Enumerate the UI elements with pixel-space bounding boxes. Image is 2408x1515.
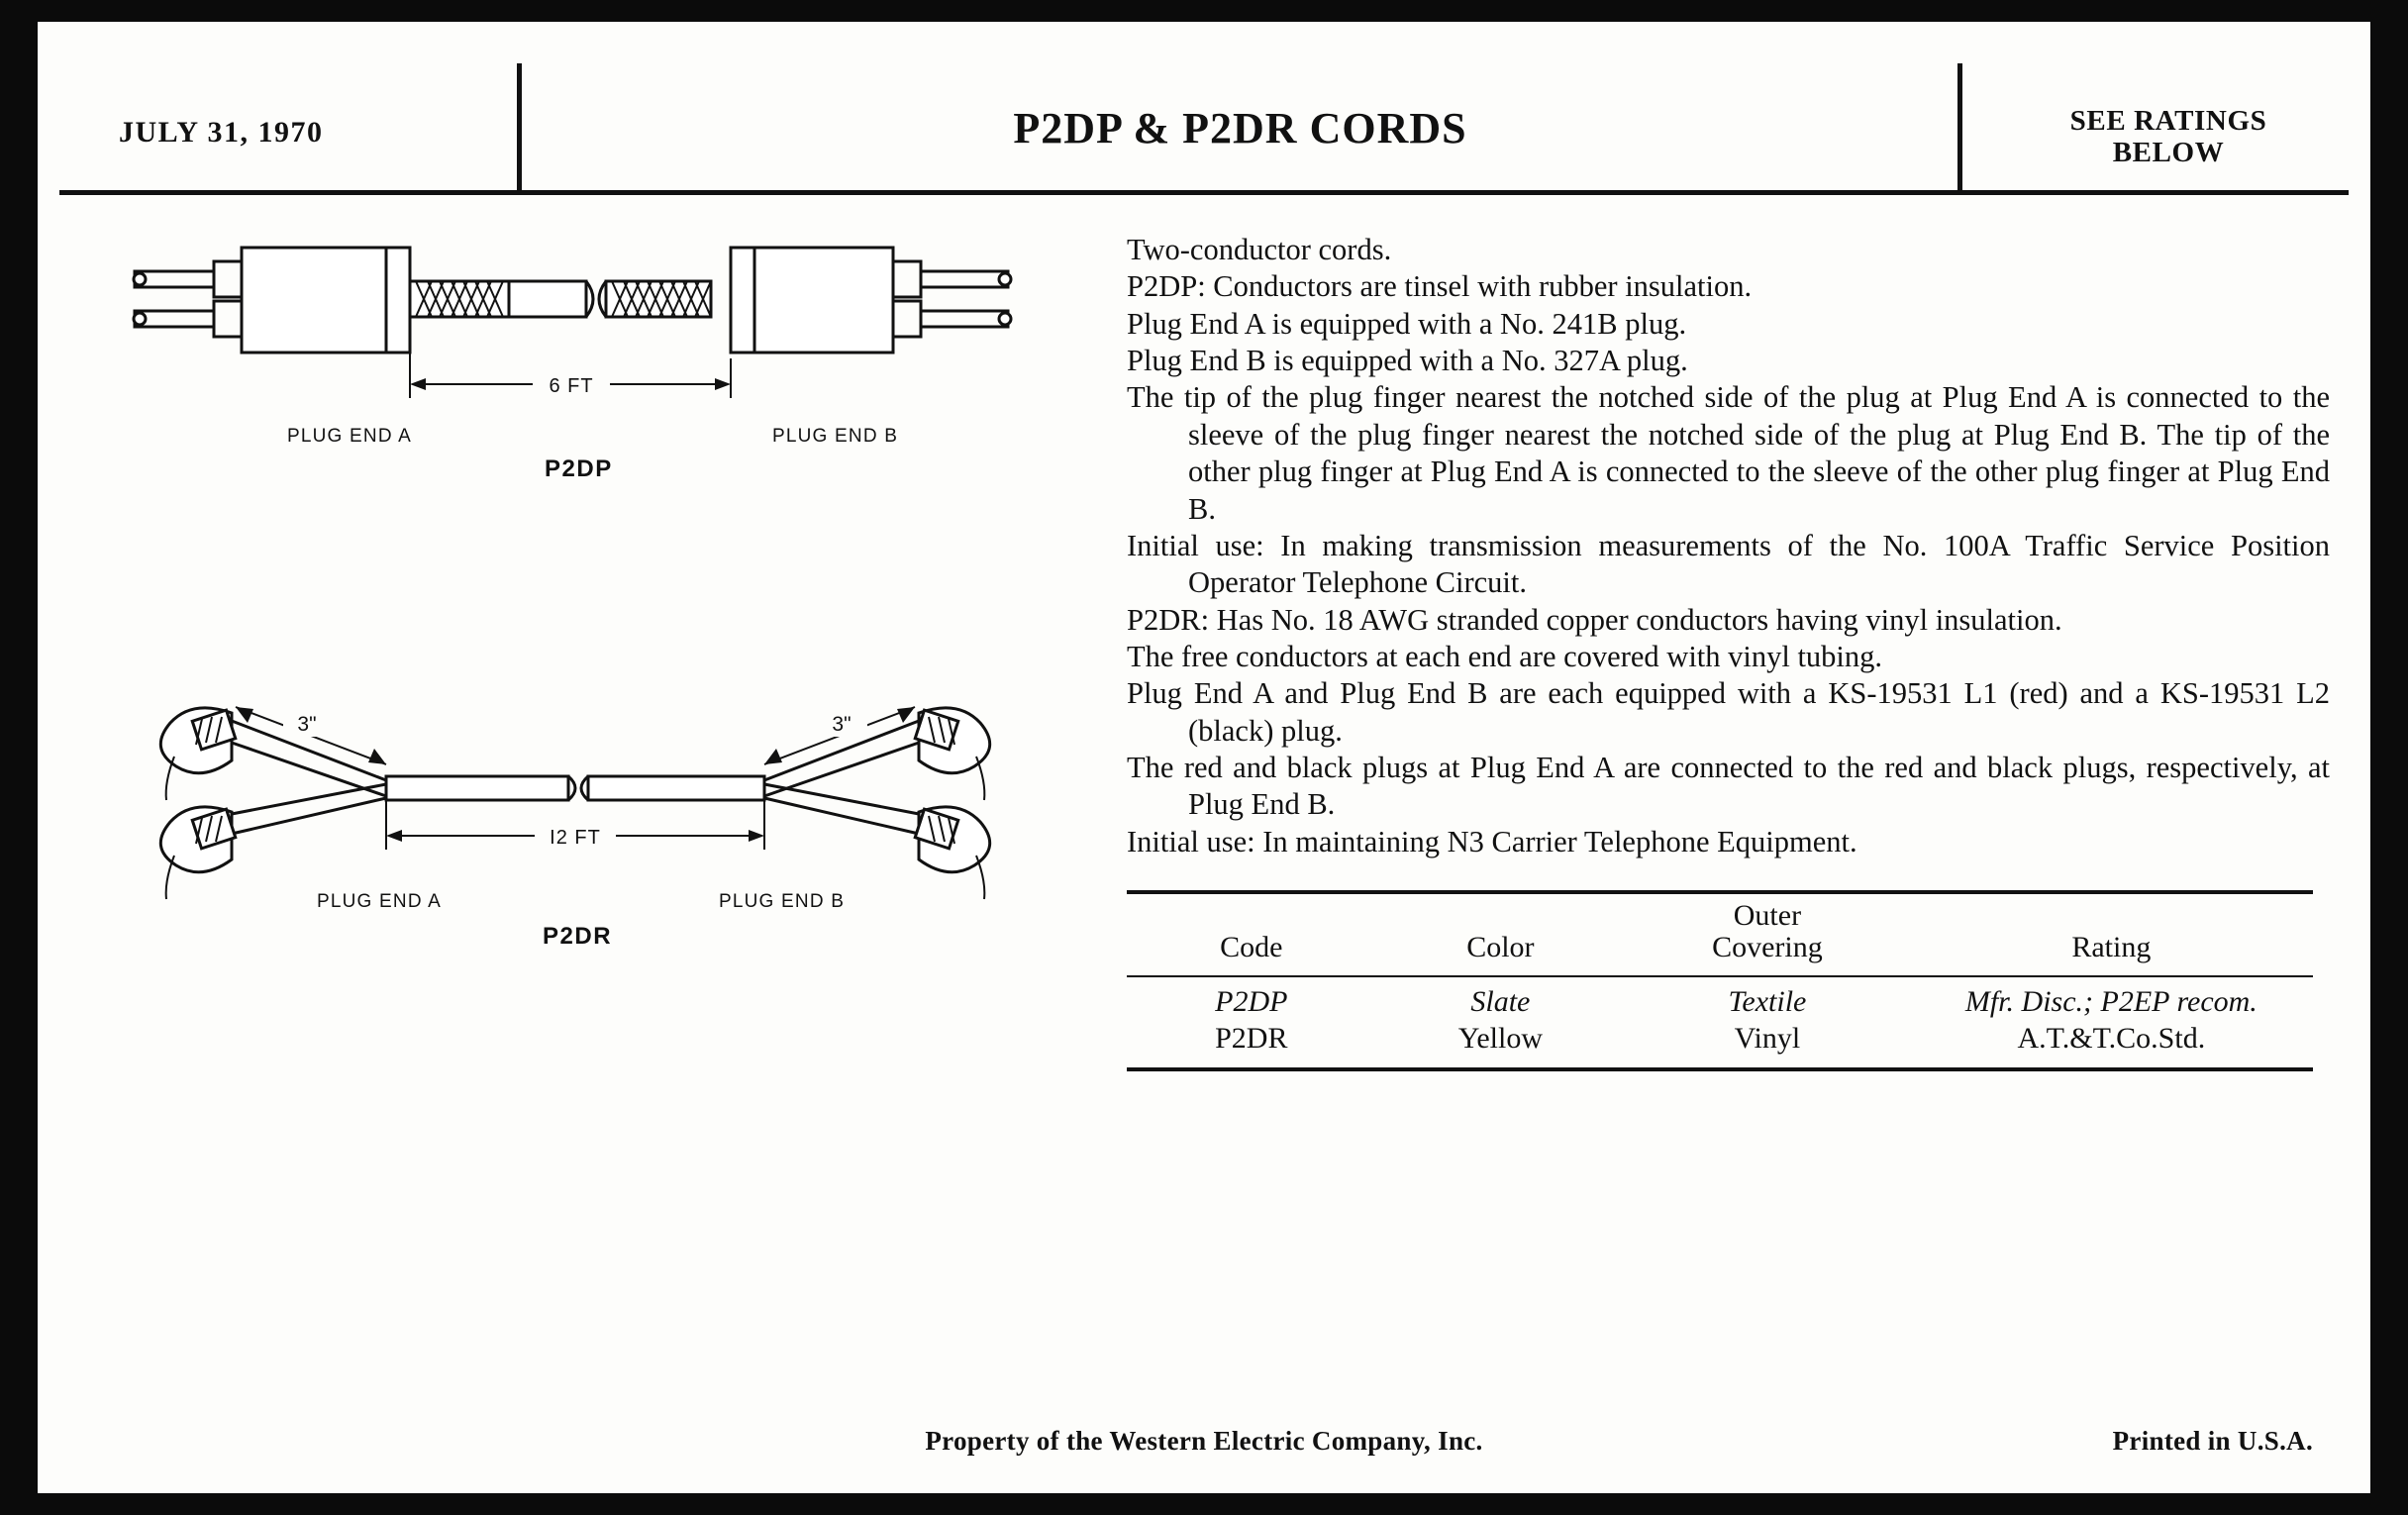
svg-text:3": 3" <box>297 713 317 736</box>
ratings-table <box>1127 890 2313 1071</box>
p2dp-figure-name: P2DP <box>545 455 613 482</box>
header-divider-left <box>517 63 522 190</box>
figure-p2dp-drawing <box>38 220 1107 467</box>
spec-p2dp-tip: The tip of the plug finger nearest the notched side of the plug at Plug End A is connected to the sleeve of the plug finger nearest the notched side of the plug at Plug End B. The tip of the other plug finger at Plug End A is connected to the sleeve of the other plug finger at Plug End B. <box>1127 380 2330 526</box>
spec-p2dp-plug-a: Plug End A is equipped with a No. 241B plug. <box>1127 306 1687 341</box>
specification-text <box>1127 232 2330 860</box>
ratings-note-line2: BELOW <box>2112 137 2225 169</box>
cell-code: P2DR <box>1215 1022 1288 1056</box>
document-page <box>38 22 2370 1493</box>
ratings-note <box>1965 105 2371 169</box>
p2dr-plug-end-b-label: PLUG END B <box>719 891 846 912</box>
spec-p2dr-initial-use: Initial use: In maintaining N3 Carrier Telephone Equipment. <box>1127 824 1857 858</box>
col-header-rating: Rating <box>2071 930 2152 963</box>
spec-p2dp-head: P2DP: Conductors are tinsel with rubber insulation. <box>1127 269 1753 304</box>
cell-color: Slate <box>1470 984 1531 1018</box>
col-header-color: Color <box>1466 930 1535 963</box>
figure-p2dp <box>38 220 1107 547</box>
spec-p2dr-plugs: Plug End A and Plug End B are each equipped with a KS-19531 L1 (red) and a KS-19531 L2 (black) plug. <box>1127 676 2330 748</box>
spec-p2dr-free-conductors: The free conductors at each end are covered with vinyl tubing. <box>1127 639 1883 673</box>
svg-text:6 FT: 6 FT <box>549 375 594 397</box>
p2dr-figure-name: P2DR <box>543 923 613 950</box>
table-rule-bottom <box>1127 1067 2313 1071</box>
p2dp-plug-end-a-label: PLUG END A <box>287 426 413 447</box>
figures-column <box>38 220 1107 1309</box>
footer-property-notice: Property of the Western Electric Company, Inc. <box>925 1426 1483 1456</box>
table-row <box>1127 1020 2313 1058</box>
ratings-table-grid <box>1127 894 2313 975</box>
specification-column <box>1127 232 2330 1071</box>
svg-text:3": 3" <box>832 713 852 736</box>
spec-p2dp-plug-b: Plug End B is equipped with a No. 327A plug. <box>1127 344 1688 378</box>
cell-covering: Vinyl <box>1734 1022 1801 1056</box>
col-header-outer-covering <box>1625 894 1910 975</box>
spec-intro: Two-conductor cords. <box>1127 233 1392 266</box>
page-body <box>38 220 2370 1388</box>
ratings-table-body <box>1127 983 2313 1058</box>
cell-rating: A.T.&T.Co.Std. <box>2017 1022 2206 1056</box>
svg-text:I2 FT: I2 FT <box>550 827 601 849</box>
page-title: P2DP & P2DR CORDS <box>1013 104 1467 152</box>
footer-printed-notice: Printed in U.S.A. <box>2112 1426 2313 1456</box>
table-header-row <box>1127 894 2313 975</box>
cell-rating: Mfr. Disc.; P2EP recom. <box>1964 984 2258 1018</box>
spec-p2dp-initial-use: Initial use: In making transmission measurements of the No. 100A Traffic Service Position Operator Telephone Circuit. <box>1127 528 2330 600</box>
header-divider-right <box>1957 63 1962 190</box>
table-head <box>1127 894 2313 975</box>
col-header-outer-covering-line2: Covering <box>1712 930 1823 963</box>
p2dr-plug-end-a-label: PLUG END A <box>317 891 443 912</box>
cell-covering: Textile <box>1728 984 1807 1018</box>
cell-code: P2DP <box>1215 984 1288 1018</box>
table-row <box>1127 983 2313 1021</box>
table-rule-mid <box>1127 975 2313 977</box>
header-date: JULY 31, 1970 <box>119 116 324 149</box>
ratings-note-line1: SEE RATINGS <box>2069 105 2267 137</box>
page-footer <box>38 1426 2370 1465</box>
page-header <box>59 22 2349 195</box>
figure-p2dr-drawing <box>38 685 1107 943</box>
figure-p2dr <box>38 685 1107 1012</box>
spec-p2dr-head: P2DR: Has No. 18 AWG stranded copper conductors having vinyl insulation. <box>1127 602 2062 637</box>
p2dp-plug-end-b-label: PLUG END B <box>772 426 899 447</box>
spec-p2dr-connections: The red and black plugs at Plug End A are connected to the red and black plugs, respectively, at Plug End B. <box>1127 751 2330 822</box>
col-header-outer-covering-line1: Outer <box>1733 899 1802 933</box>
cell-color: Yellow <box>1457 1022 1544 1056</box>
col-header-code: Code <box>1220 930 1283 963</box>
